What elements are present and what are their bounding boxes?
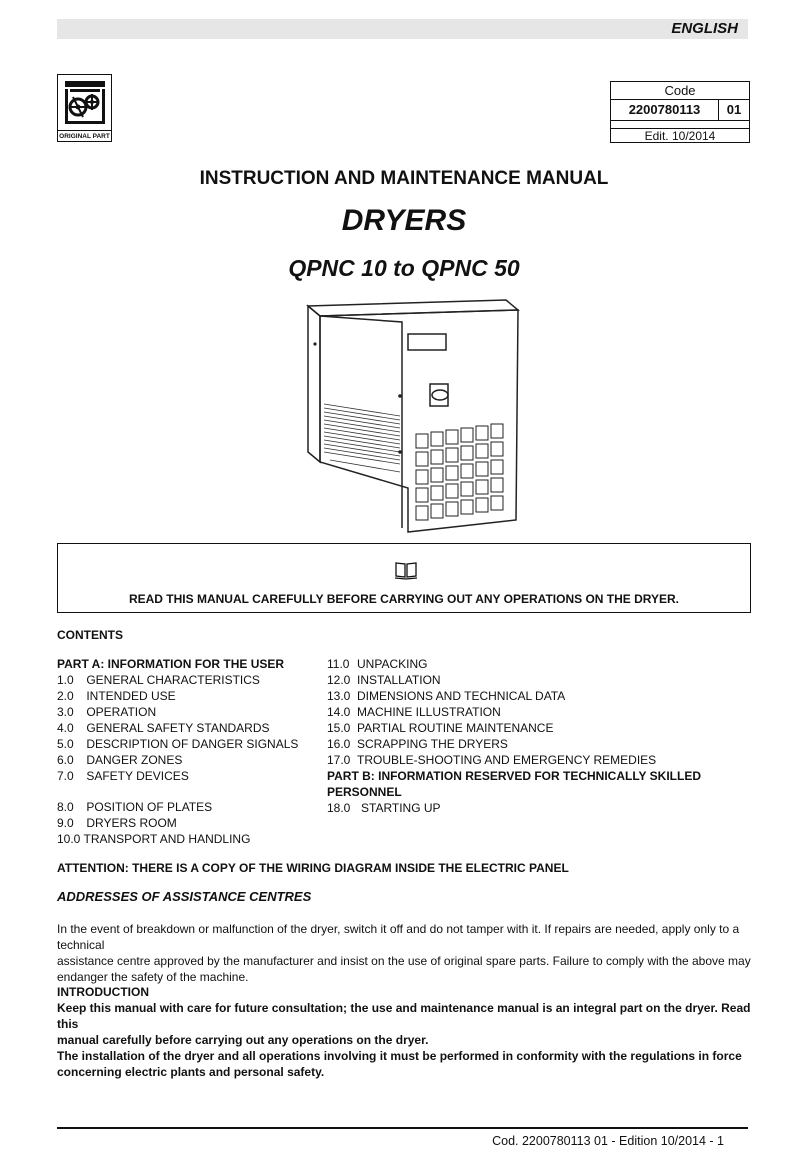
contents-item: 12.0 INSTALLATION xyxy=(327,673,441,687)
code-label: Code xyxy=(611,82,749,100)
contents-item: 9.0 DRYERS ROOM xyxy=(57,816,177,830)
contents-item: 17.0 TROUBLE-SHOOTING AND EMERGENCY REMEDIES xyxy=(327,753,657,767)
contents-left-column xyxy=(57,656,327,847)
contents-item: 14.0 MACHINE ILLUSTRATION xyxy=(327,705,501,719)
contents-item: 15.0 PARTIAL ROUTINE MAINTENANCE xyxy=(327,721,554,735)
introduction-heading: INTRODUCTION xyxy=(57,985,149,999)
introduction-paragraph: Keep this manual with care for future consultation; the use and maintenance manual is an integral part on the dryer. Read this manual carefully before carrying out any operations on the dryer. The installation of the dryer and all operations involving it must be performed in conformity with the regulations in force concerning electric plants and personal safety. xyxy=(57,1001,751,1079)
code-revision: 01 xyxy=(726,102,742,117)
contents-item: 7.0 SAFETY DEVICES xyxy=(57,769,189,783)
footer-rule xyxy=(57,1127,748,1129)
part-b-heading-cont: PERSONNEL xyxy=(327,785,402,799)
book-icon xyxy=(394,560,418,580)
code-number: 2200780113 xyxy=(611,100,719,120)
page-footer: Cod. 2200780113 01 - Edition 10/2014 - 1 xyxy=(492,1134,724,1148)
original-part-logo xyxy=(57,74,112,142)
contents-item: 2.0 INTENDED USE xyxy=(57,689,176,703)
contents-item: 13.0 DIMENSIONS AND TECHNICAL DATA xyxy=(327,689,566,703)
assistance-heading: ADDRESSES OF ASSISTANCE CENTRES xyxy=(57,889,312,904)
language-bar xyxy=(57,19,748,39)
wiring-diagram-attention: ATTENTION: THERE IS A COPY OF THE WIRING DIAGRAM INSIDE THE ELECTRIC PANEL xyxy=(57,861,569,875)
code-box xyxy=(610,81,750,143)
contents-item: 10.0 TRANSPORT AND HANDLING xyxy=(57,832,251,846)
notice-text: READ THIS MANUAL CAREFULLY BEFORE CARRYING OUT ANY OPERATIONS ON THE DRYER. xyxy=(128,592,680,606)
language-label: ENGLISH xyxy=(671,20,738,37)
contents-item: 4.0 GENERAL SAFETY STANDARDS xyxy=(57,721,270,735)
edition-label: Edit. 10/2014 xyxy=(644,129,716,143)
part-b-heading: PART B: INFORMATION RESERVED FOR TECHNICALLY SKILLED xyxy=(327,769,702,783)
contents-item: 18.0 STARTING UP xyxy=(327,801,441,815)
contents-item: 5.0 DESCRIPTION OF DANGER SIGNALS xyxy=(57,737,299,751)
contents-item: 11.0 UNPACKING xyxy=(327,657,428,671)
contents-item: 3.0 OPERATION xyxy=(57,705,157,719)
part-a-heading: PART A: INFORMATION FOR THE USER xyxy=(57,657,285,671)
product-title: DRYERS xyxy=(341,204,467,237)
manual-title: INSTRUCTION AND MAINTENANCE MANUAL xyxy=(199,168,609,189)
read-manual-notice xyxy=(57,543,751,613)
logo-caption: ORIGINAL PART xyxy=(58,130,111,140)
model-range: QPNC 10 to QPNC 50 xyxy=(288,255,520,281)
gears-icon xyxy=(59,77,111,129)
assistance-paragraph: In the event of breakdown or malfunction of the dryer, switch it off and do not tamper with it. If repairs are needed, apply only to a technical assistance centre approved by the manufacturer and insist on the use of original spare parts. Failure to comply with the above may endanger the safety of the machine. xyxy=(57,922,751,984)
contents-item: 8.0 POSITION OF PLATES xyxy=(57,800,213,814)
contents-item: 6.0 DANGER ZONES xyxy=(57,753,183,767)
dryer-illustration xyxy=(290,292,522,542)
contents-right-column xyxy=(327,656,727,816)
contents-item: 1.0 GENERAL CHARACTERISTICS xyxy=(57,673,260,687)
contents-item: 16.0 SCRAPPING THE DRYERS xyxy=(327,737,508,751)
contents-heading: CONTENTS xyxy=(57,628,123,642)
